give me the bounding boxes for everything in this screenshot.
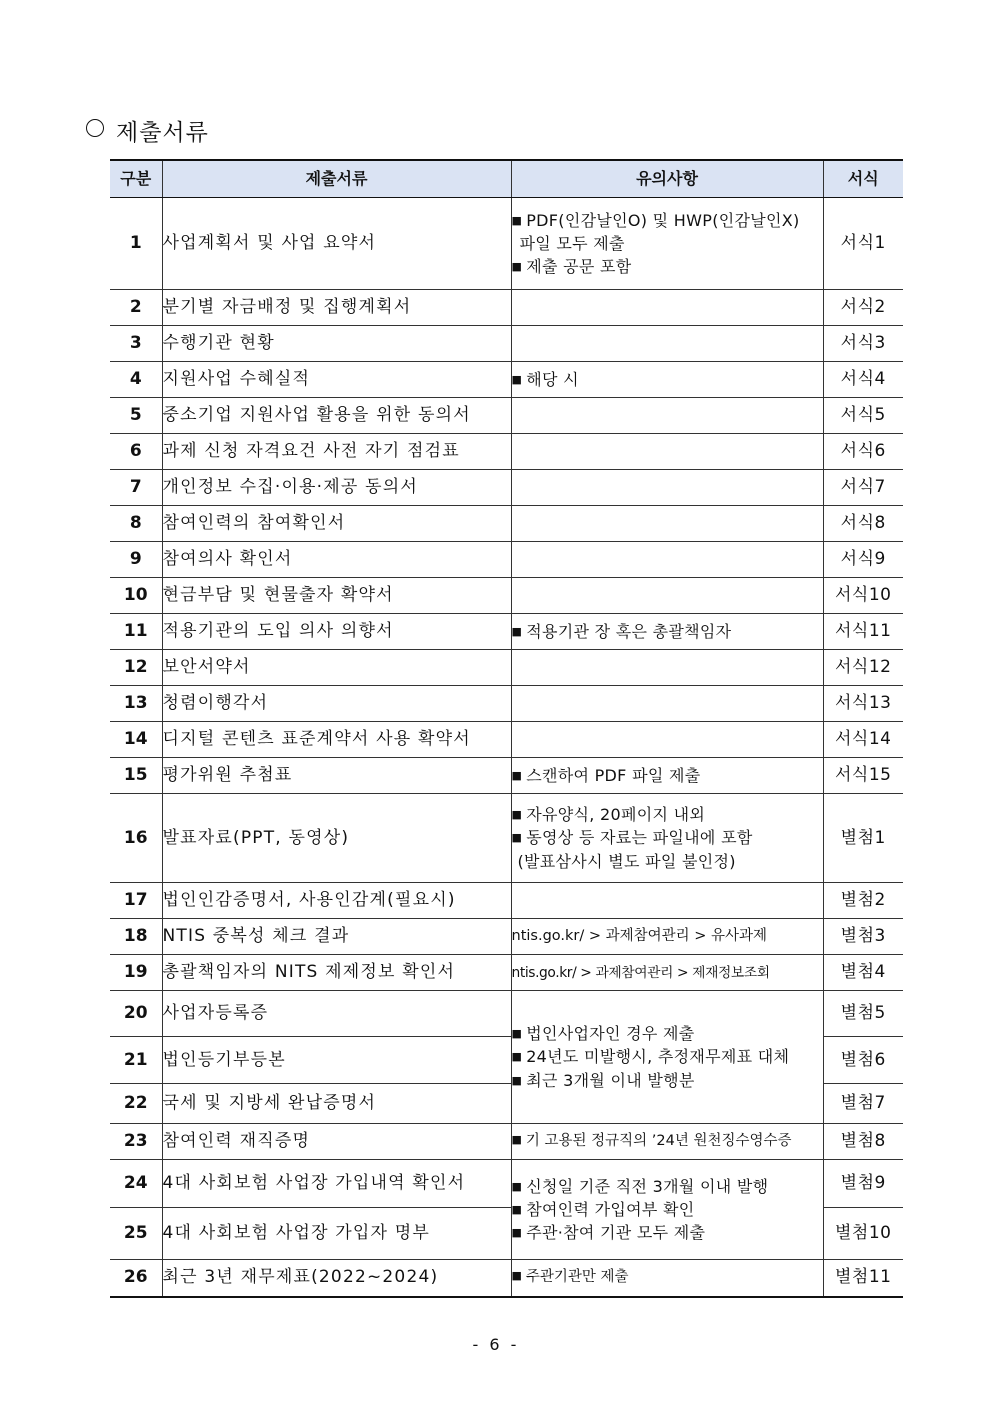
note-text: 제출 공문 포함 bbox=[526, 257, 632, 277]
row-number: 10 bbox=[110, 578, 162, 614]
row-number: 4 bbox=[110, 362, 162, 398]
row-number: 3 bbox=[110, 326, 162, 362]
square-bullet-icon: ■ bbox=[511, 1027, 523, 1041]
note-cell bbox=[511, 398, 823, 434]
header-notes: 유의사항 bbox=[511, 160, 823, 198]
note-cell bbox=[511, 434, 823, 470]
document-name: 개인정보 수집·이용·제공 동의서 bbox=[162, 470, 511, 506]
note-cell bbox=[511, 1124, 823, 1160]
form-code: 서식14 bbox=[823, 722, 903, 758]
document-name: 평가위원 추첨표 bbox=[162, 758, 511, 794]
form-code: 별첨1 bbox=[823, 794, 903, 883]
document-name: 4대 사회보험 사업장 가입내역 확인서 bbox=[162, 1160, 511, 1208]
row-number: 1 bbox=[110, 198, 162, 290]
form-code: 서식3 bbox=[823, 326, 903, 362]
table-row bbox=[110, 290, 903, 326]
section-title: 제출서류 bbox=[116, 120, 209, 146]
document-name: 최근 3년 재무제표(2022~2024) bbox=[162, 1260, 511, 1297]
note-text: (발표삼사시 별도 파일 불인정) bbox=[517, 851, 736, 871]
row-number: 17 bbox=[110, 883, 162, 919]
form-code: 서식4 bbox=[823, 362, 903, 398]
table-row bbox=[110, 1160, 903, 1208]
row-number: 13 bbox=[110, 686, 162, 722]
document-name: 발표자료(PPT, 동영상) bbox=[162, 794, 511, 883]
note-cell: ntis.go.kr/ > 과제참여관리 > 제재정보조회 bbox=[511, 955, 823, 991]
note-cell bbox=[511, 578, 823, 614]
note-cell bbox=[511, 722, 823, 758]
table-row bbox=[110, 919, 903, 955]
table-row bbox=[110, 794, 903, 883]
header-form: 서식 bbox=[823, 160, 903, 198]
circle-bullet-icon bbox=[86, 119, 104, 137]
note-text: 해당 시 bbox=[526, 369, 579, 389]
form-code: 서식9 bbox=[823, 542, 903, 578]
document-name: 디지털 콘텐츠 표준계약서 사용 확약서 bbox=[162, 722, 511, 758]
table-row bbox=[110, 991, 903, 1037]
square-bullet-icon: ■ bbox=[511, 1132, 522, 1146]
table-row bbox=[110, 883, 903, 919]
header-document: 제출서류 bbox=[162, 160, 511, 198]
header-no: 구분 bbox=[110, 160, 162, 198]
row-number: 18 bbox=[110, 919, 162, 955]
table-row bbox=[110, 398, 903, 434]
note-cell bbox=[511, 326, 823, 362]
square-bullet-icon: ■ bbox=[511, 372, 523, 386]
square-bullet-icon: ■ bbox=[511, 1226, 523, 1240]
document-name: 과제 신청 자격요건 사전 자기 점검표 bbox=[162, 434, 511, 470]
note-cell bbox=[511, 758, 823, 794]
form-code: 서식13 bbox=[823, 686, 903, 722]
document-name: 지원사업 수혜실적 bbox=[162, 362, 511, 398]
note-cell bbox=[511, 883, 823, 919]
form-code: 별첨8 bbox=[823, 1124, 903, 1160]
note-text: 법인사업자인 경우 제출 bbox=[526, 1024, 695, 1044]
document-name: 참여인력 재직증명 bbox=[162, 1124, 511, 1160]
section-heading bbox=[86, 114, 209, 147]
note-cell bbox=[511, 362, 823, 398]
note-cell: ntis.go.kr/ > 과제참여관리 > 유사과제 bbox=[511, 919, 823, 955]
table-row bbox=[110, 542, 903, 578]
form-code: 별첨11 bbox=[823, 1260, 903, 1297]
document-name: 적용기관의 도입 의사 의향서 bbox=[162, 614, 511, 650]
row-number: 24 bbox=[110, 1160, 162, 1208]
table-row bbox=[110, 362, 903, 398]
table-row bbox=[110, 434, 903, 470]
document-name: 분기별 자금배정 및 집행계획서 bbox=[162, 290, 511, 326]
table-row bbox=[110, 506, 903, 542]
document-name: 참여인력의 참여확인서 bbox=[162, 506, 511, 542]
note-cell bbox=[511, 1260, 823, 1297]
form-code: 별첨5 bbox=[823, 991, 903, 1037]
row-number: 20 bbox=[110, 991, 162, 1037]
note-text: 24년도 미발행시, 추정재무제표 대체 bbox=[526, 1047, 790, 1067]
row-number: 26 bbox=[110, 1260, 162, 1297]
note-text: 기 고용된 정규직의 ’24년 원천징수영수증 bbox=[525, 1132, 792, 1149]
row-number: 8 bbox=[110, 506, 162, 542]
document-name: 총괄책임자의 NITS 제제정보 확인서 bbox=[162, 955, 511, 991]
form-code: 별첨10 bbox=[823, 1208, 903, 1260]
note-cell bbox=[511, 506, 823, 542]
form-code: 서식2 bbox=[823, 290, 903, 326]
square-bullet-icon: ■ bbox=[511, 1050, 523, 1064]
form-code: 별첨7 bbox=[823, 1084, 903, 1124]
row-number: 21 bbox=[110, 1037, 162, 1084]
note-text: 최근 3개월 이내 발행분 bbox=[526, 1070, 695, 1090]
row-number: 11 bbox=[110, 614, 162, 650]
note-cell bbox=[511, 650, 823, 686]
note-cell-group bbox=[511, 991, 823, 1124]
note-cell bbox=[511, 198, 823, 290]
square-bullet-icon: ■ bbox=[511, 768, 523, 782]
table-row bbox=[110, 1124, 903, 1160]
note-text: 적용기관 장 혹은 총괄책임자 bbox=[526, 621, 732, 641]
table-row bbox=[110, 758, 903, 794]
table-row bbox=[110, 578, 903, 614]
document-name: 법인등기부등본 bbox=[162, 1037, 511, 1084]
note-cell bbox=[511, 290, 823, 326]
document-name: 보안서약서 bbox=[162, 650, 511, 686]
note-cell bbox=[511, 470, 823, 506]
table-row bbox=[110, 722, 903, 758]
document-name: 사업자등록증 bbox=[162, 991, 511, 1037]
note-text: 주관기관만 제출 bbox=[525, 1269, 629, 1286]
square-bullet-icon: ■ bbox=[511, 831, 523, 845]
form-code: 서식15 bbox=[823, 758, 903, 794]
form-code: 서식5 bbox=[823, 398, 903, 434]
document-name: 국세 및 지방세 완납증명서 bbox=[162, 1084, 511, 1124]
note-text: PDF(인감날인O) 및 HWP(인감날인X) bbox=[526, 210, 800, 230]
row-number: 12 bbox=[110, 650, 162, 686]
note-text: 동영상 등 자료는 파일내에 포함 bbox=[526, 828, 753, 848]
form-code: 서식10 bbox=[823, 578, 903, 614]
row-number: 14 bbox=[110, 722, 162, 758]
form-code: 별첨6 bbox=[823, 1037, 903, 1084]
row-number: 6 bbox=[110, 434, 162, 470]
document-name: 중소기업 지원사업 활용을 위한 동의서 bbox=[162, 398, 511, 434]
square-bullet-icon: ■ bbox=[511, 260, 523, 274]
document-name: 4대 사회보험 사업장 가입자 명부 bbox=[162, 1208, 511, 1260]
note-cell bbox=[511, 614, 823, 650]
form-code: 서식6 bbox=[823, 434, 903, 470]
row-number: 7 bbox=[110, 470, 162, 506]
row-number: 25 bbox=[110, 1208, 162, 1260]
table-row bbox=[110, 686, 903, 722]
form-code: 서식12 bbox=[823, 650, 903, 686]
row-number: 16 bbox=[110, 794, 162, 883]
document-name: 사업계획서 및 사업 요약서 bbox=[162, 198, 511, 290]
submission-documents-table bbox=[110, 159, 903, 1298]
note-cell bbox=[511, 794, 823, 883]
table-row bbox=[110, 470, 903, 506]
square-bullet-icon: ■ bbox=[511, 1179, 523, 1193]
square-bullet-icon: ■ bbox=[511, 624, 523, 638]
note-text: 신청일 기준 직전 3개월 이내 발행 bbox=[526, 1176, 769, 1196]
form-code: 별첨3 bbox=[823, 919, 903, 955]
document-name: 현금부담 및 현물출자 확약서 bbox=[162, 578, 511, 614]
square-bullet-icon: ■ bbox=[511, 213, 523, 227]
form-code: 서식1 bbox=[823, 198, 903, 290]
note-cell-group bbox=[511, 1160, 823, 1260]
table-row bbox=[110, 955, 903, 991]
square-bullet-icon: ■ bbox=[511, 1202, 523, 1216]
form-code: 별첨2 bbox=[823, 883, 903, 919]
square-bullet-icon: ■ bbox=[511, 1269, 522, 1283]
table-row bbox=[110, 650, 903, 686]
form-code: 별첨4 bbox=[823, 955, 903, 991]
table-header-row bbox=[110, 160, 903, 198]
note-text: 스캔하여 PDF 파일 제출 bbox=[526, 765, 701, 785]
row-number: 23 bbox=[110, 1124, 162, 1160]
form-code: 서식7 bbox=[823, 470, 903, 506]
form-code: 서식11 bbox=[823, 614, 903, 650]
table-row bbox=[110, 326, 903, 362]
note-text: 자유양식, 20페이지 내외 bbox=[526, 805, 706, 825]
row-number: 19 bbox=[110, 955, 162, 991]
document-name: 법인인감증명서, 사용인감계(필요시) bbox=[162, 883, 511, 919]
note-cell bbox=[511, 686, 823, 722]
note-text: 참여인력 가입여부 확인 bbox=[526, 1199, 695, 1219]
page-number: - 6 - bbox=[472, 1335, 520, 1354]
note-cell bbox=[511, 542, 823, 578]
document-name: 청렴이행각서 bbox=[162, 686, 511, 722]
row-number: 15 bbox=[110, 758, 162, 794]
document-name: 수행기관 현황 bbox=[162, 326, 511, 362]
table-row bbox=[110, 614, 903, 650]
row-number: 22 bbox=[110, 1084, 162, 1124]
square-bullet-icon: ■ bbox=[511, 1073, 523, 1087]
square-bullet-icon: ■ bbox=[511, 808, 523, 822]
row-number: 9 bbox=[110, 542, 162, 578]
note-text: 파일 모두 제출 bbox=[519, 233, 625, 253]
row-number: 2 bbox=[110, 290, 162, 326]
document-name: 참여의사 확인서 bbox=[162, 542, 511, 578]
row-number: 5 bbox=[110, 398, 162, 434]
document-name: NTIS 중복성 체크 결과 bbox=[162, 919, 511, 955]
table-row bbox=[110, 198, 903, 290]
form-code: 서식8 bbox=[823, 506, 903, 542]
table-row bbox=[110, 1260, 903, 1297]
form-code: 별첨9 bbox=[823, 1160, 903, 1208]
note-text: 주관·참여 기관 모두 제출 bbox=[526, 1223, 706, 1243]
